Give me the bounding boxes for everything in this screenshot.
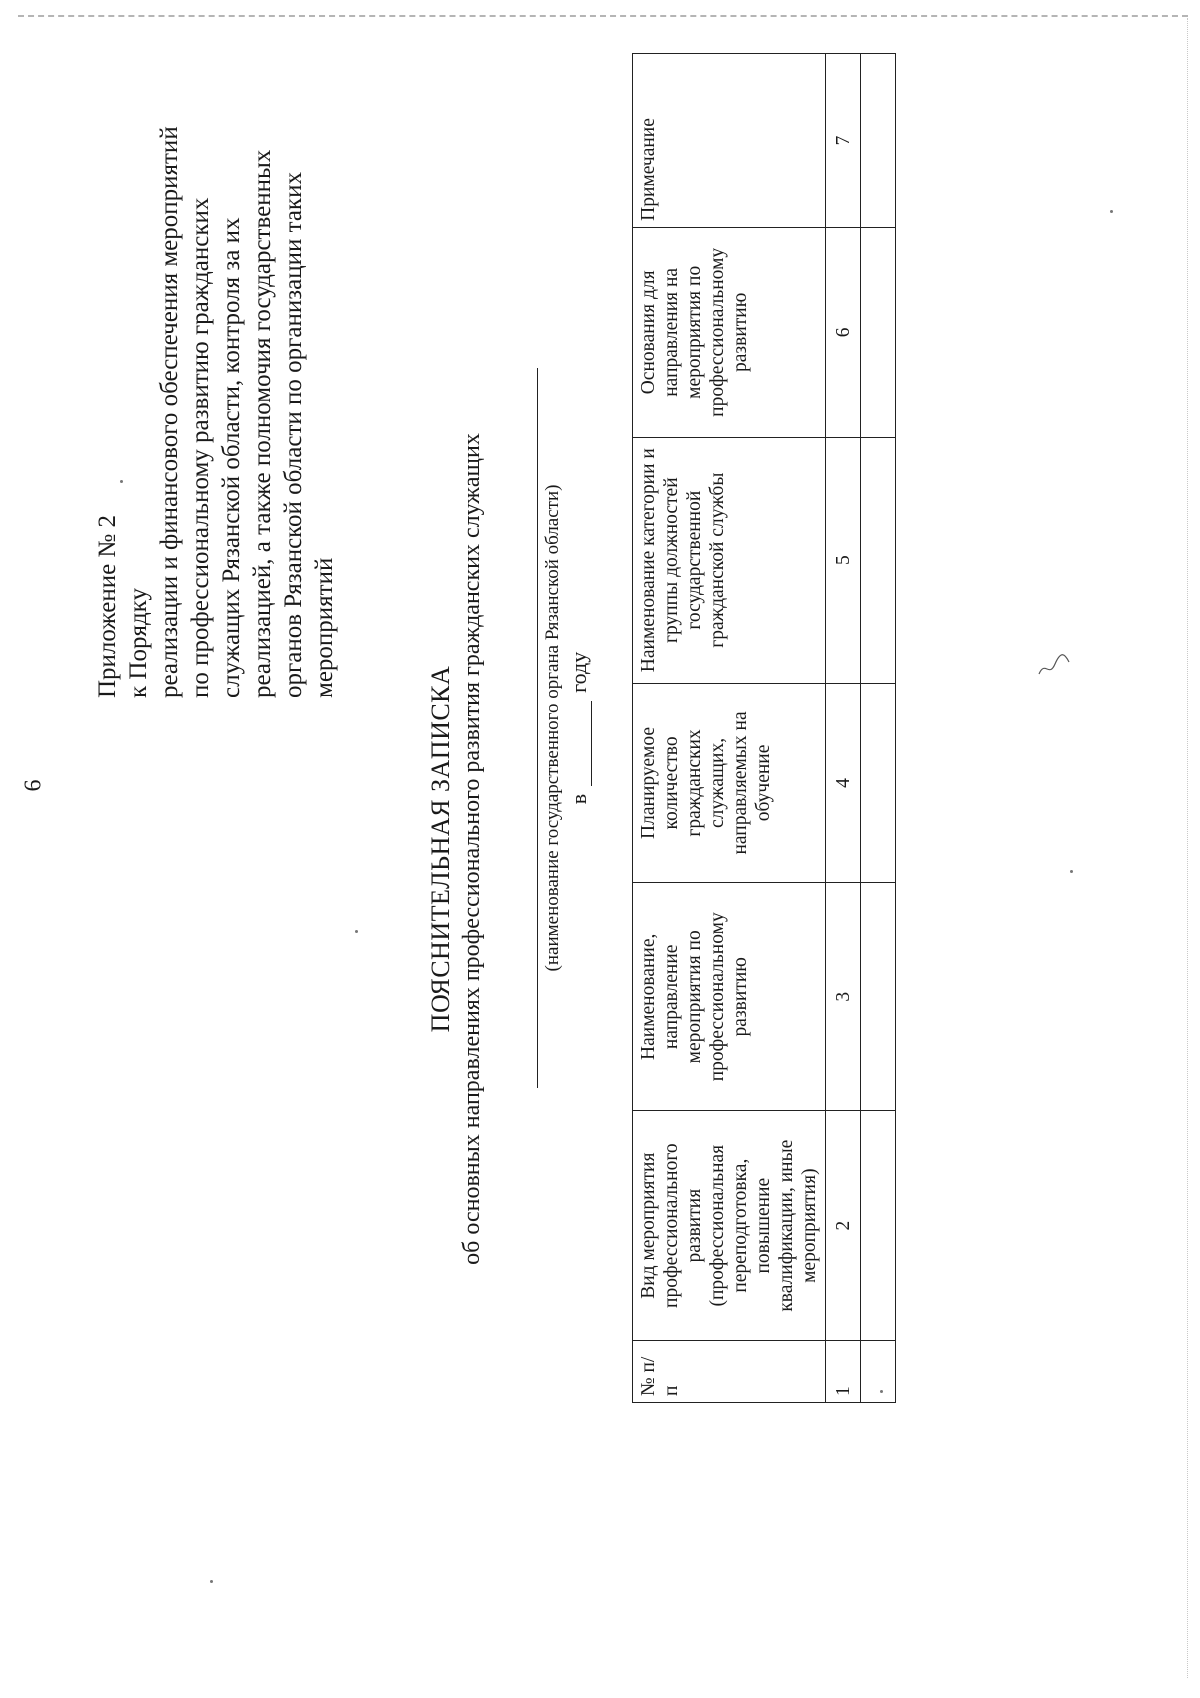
year-prefix: в — [566, 793, 591, 805]
empty-row — [861, 54, 896, 1403]
header-cell: Основания для направления на мероприятия по профессиональному развитию — [633, 227, 826, 437]
scan-speck — [1110, 210, 1113, 213]
header-cell: Планируемое количество гражданских служащих, направляемых на обучение — [633, 683, 826, 883]
year-line — [566, 308, 592, 1148]
header-cell: № п/п — [633, 1341, 826, 1403]
appendix-reference: к Порядку — [125, 588, 152, 698]
header-cell: Примечание — [633, 54, 826, 228]
empty-cell — [861, 1111, 896, 1341]
column-number-cell: 7 — [826, 54, 861, 228]
column-number-cell: 1 — [826, 1341, 861, 1403]
organization-block — [525, 308, 592, 1148]
pen-mark — [1035, 650, 1075, 680]
column-number-row — [826, 54, 861, 1403]
year-suffix: году — [566, 651, 591, 693]
empty-cell — [861, 54, 896, 228]
column-number-cell: 4 — [826, 683, 861, 883]
column-number-cell: 5 — [826, 437, 861, 683]
document-title — [425, 0, 488, 1698]
year-blank — [591, 701, 592, 786]
empty-cell — [861, 227, 896, 437]
column-number-cell: 2 — [826, 1111, 861, 1341]
events-table — [632, 53, 896, 1403]
scan-speck — [880, 1390, 883, 1393]
appendix-title: Приложение № 2 — [94, 514, 121, 698]
scan-speck — [1070, 870, 1073, 873]
empty-cell — [861, 883, 896, 1111]
scan-speck — [355, 930, 358, 933]
organization-caption: (наименование государственного органа Рязанской области) — [542, 484, 563, 972]
empty-cell — [861, 683, 896, 883]
document-subheading: об основных направлениях профессионального развития гражданских служащих — [459, 433, 485, 1265]
column-number-cell: 6 — [826, 227, 861, 437]
scan-speck — [120, 480, 123, 483]
appendix-body: реализации и финансового обеспечения мероприятий по профессиональному развитию гражданских служащих Рязанской области, контроля за их реализацией, а также полномочия государственных органов Рязанской области по организации таких мероприятий — [156, 126, 338, 698]
header-cell: Наименование, направление мероприятия по профессиональному развитию — [633, 883, 826, 1111]
header-cell: Вид мероприятия профессионального развития (профессиональная переподготовка, повышение квалификации, иные мероприятия) — [633, 1111, 826, 1341]
empty-cell — [861, 1341, 896, 1403]
empty-cell — [861, 437, 896, 683]
appendix-block — [92, 98, 340, 698]
page-number: 6 — [20, 779, 47, 792]
organization-blank-line — [537, 368, 538, 1088]
column-number-cell: 3 — [826, 883, 861, 1111]
header-cell: Наименование категории и группы должностей государственной гражданской службы — [633, 437, 826, 683]
scan-speck — [210, 1580, 213, 1583]
document-heading: ПОЯСНИТЕЛЬНАЯ ЗАПИСКА — [426, 665, 455, 1033]
table-header-row — [633, 54, 826, 1403]
